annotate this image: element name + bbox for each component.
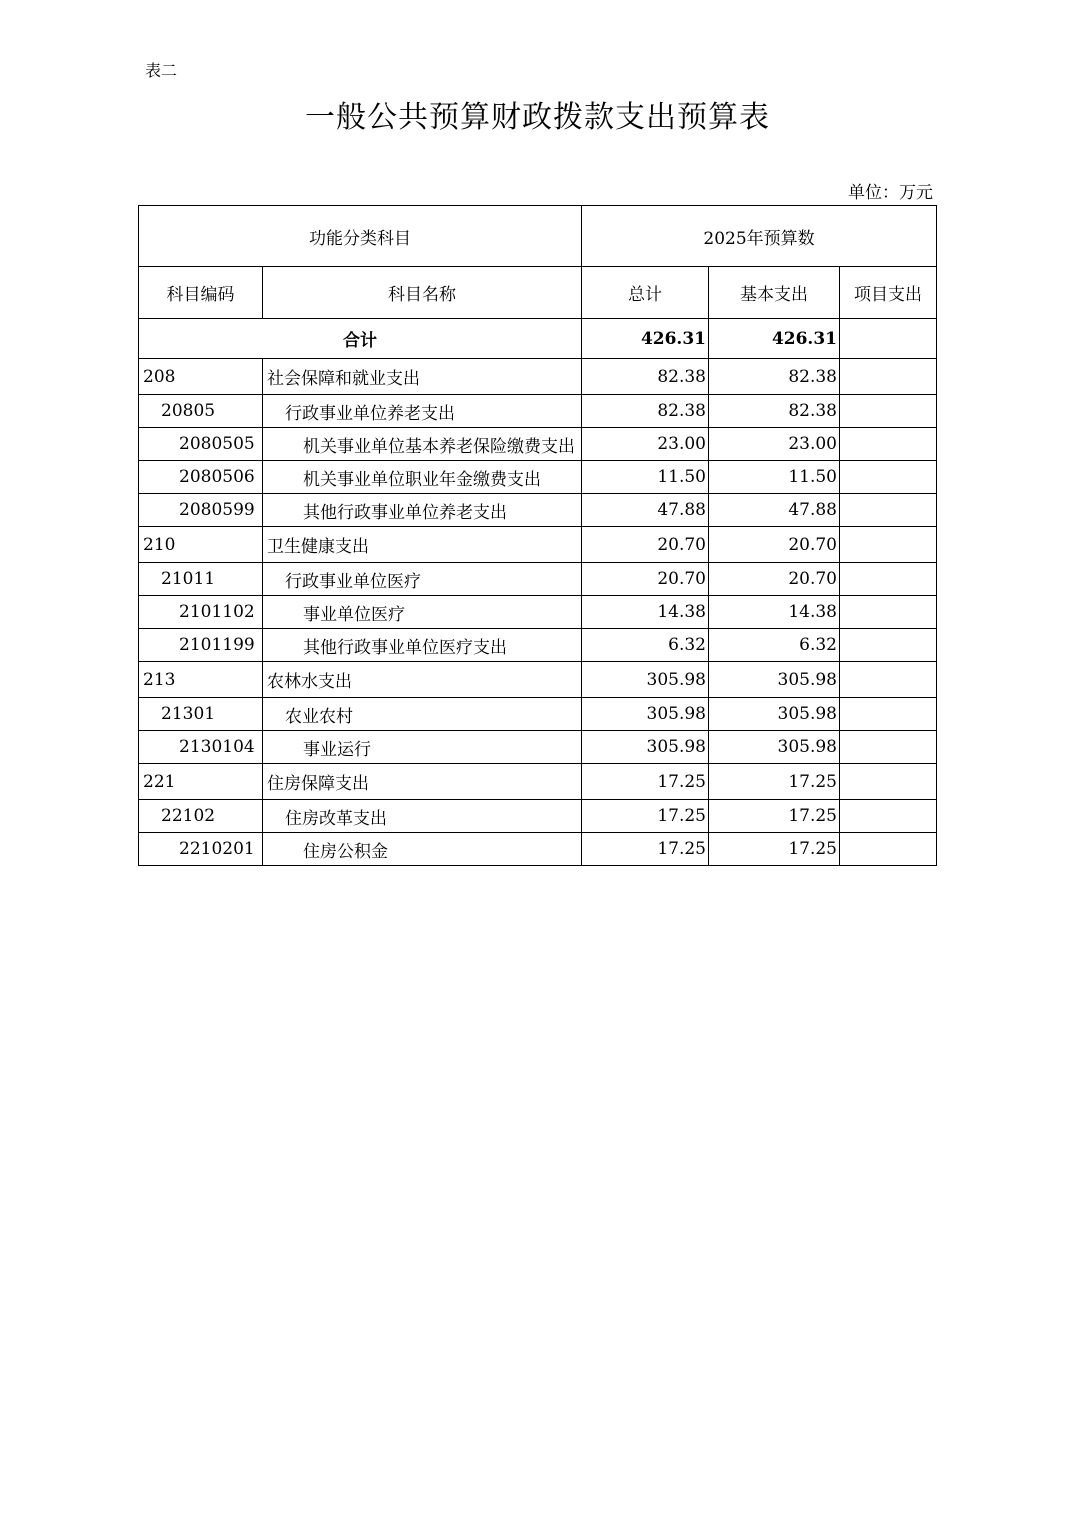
row-total: 23.00 xyxy=(582,428,709,461)
total-row xyxy=(139,319,937,359)
row-code: 2130104 xyxy=(139,731,263,764)
row-total: 305.98 xyxy=(582,662,709,698)
row-name: 卫生健康支出 xyxy=(263,527,582,563)
header-row-columns xyxy=(139,267,937,319)
total-total: 426.31 xyxy=(582,319,709,359)
row-total: 17.25 xyxy=(582,800,709,833)
row-basic: 17.25 xyxy=(709,833,840,866)
row-project xyxy=(840,833,937,866)
header-row-group xyxy=(139,206,937,267)
table-row xyxy=(139,359,937,395)
header-budget-year: 2025年预算数 xyxy=(582,206,937,267)
row-basic: 20.70 xyxy=(709,527,840,563)
row-name: 其他行政事业单位医疗支出 xyxy=(263,629,582,662)
row-total: 20.70 xyxy=(582,563,709,596)
header-col-code: 科目编码 xyxy=(139,267,263,319)
row-total: 6.32 xyxy=(582,629,709,662)
row-total: 17.25 xyxy=(582,764,709,800)
row-basic: 305.98 xyxy=(709,698,840,731)
row-total: 305.98 xyxy=(582,731,709,764)
row-project xyxy=(840,764,937,800)
table-row xyxy=(139,698,937,731)
row-basic: 6.32 xyxy=(709,629,840,662)
row-project xyxy=(840,800,937,833)
row-name: 农林水支出 xyxy=(263,662,582,698)
row-project xyxy=(840,359,937,395)
row-code: 21011 xyxy=(139,563,263,596)
row-project xyxy=(840,731,937,764)
row-total: 11.50 xyxy=(582,461,709,494)
row-code: 210 xyxy=(139,527,263,563)
row-basic: 20.70 xyxy=(709,563,840,596)
row-code: 2101102 xyxy=(139,596,263,629)
row-code: 22102 xyxy=(139,800,263,833)
row-project xyxy=(840,428,937,461)
row-project xyxy=(840,662,937,698)
table-row xyxy=(139,527,937,563)
header-col-basic: 基本支出 xyxy=(709,267,840,319)
row-project xyxy=(840,527,937,563)
row-total: 82.38 xyxy=(582,359,709,395)
table-row xyxy=(139,629,937,662)
row-basic: 47.88 xyxy=(709,494,840,527)
row-name: 行政事业单位医疗 xyxy=(263,563,582,596)
row-total: 47.88 xyxy=(582,494,709,527)
row-code: 20805 xyxy=(139,395,263,428)
table-row xyxy=(139,563,937,596)
row-project xyxy=(840,461,937,494)
row-code: 213 xyxy=(139,662,263,698)
row-total: 17.25 xyxy=(582,833,709,866)
row-name: 农业农村 xyxy=(263,698,582,731)
row-name: 其他行政事业单位养老支出 xyxy=(263,494,582,527)
row-project xyxy=(840,596,937,629)
table-label: 表二 xyxy=(145,61,178,80)
total-project xyxy=(840,319,937,359)
row-total: 14.38 xyxy=(582,596,709,629)
row-basic: 23.00 xyxy=(709,428,840,461)
table-row xyxy=(139,428,937,461)
total-label: 合计 xyxy=(139,319,582,359)
row-name: 行政事业单位养老支出 xyxy=(263,395,582,428)
row-project xyxy=(840,629,937,662)
table-row xyxy=(139,596,937,629)
total-basic: 426.31 xyxy=(709,319,840,359)
row-name: 机关事业单位职业年金缴费支出 xyxy=(263,461,582,494)
row-basic: 82.38 xyxy=(709,395,840,428)
page-title: 一般公共预算财政拨款支出预算表 xyxy=(305,100,770,135)
row-code: 2080505 xyxy=(139,428,263,461)
row-project xyxy=(840,494,937,527)
row-name: 事业运行 xyxy=(263,731,582,764)
row-code: 21301 xyxy=(139,698,263,731)
table-row xyxy=(139,395,937,428)
header-col-name: 科目名称 xyxy=(263,267,582,319)
row-total: 20.70 xyxy=(582,527,709,563)
row-total: 305.98 xyxy=(582,698,709,731)
row-name: 住房改革支出 xyxy=(263,800,582,833)
row-project xyxy=(840,563,937,596)
row-name: 住房公积金 xyxy=(263,833,582,866)
table-row xyxy=(139,764,937,800)
header-col-total: 总计 xyxy=(582,267,709,319)
row-name: 住房保障支出 xyxy=(263,764,582,800)
table-row xyxy=(139,833,937,866)
row-basic: 11.50 xyxy=(709,461,840,494)
header-col-project: 项目支出 xyxy=(840,267,937,319)
row-name: 机关事业单位基本养老保险缴费支出 xyxy=(263,428,582,461)
row-code: 2080506 xyxy=(139,461,263,494)
row-basic: 14.38 xyxy=(709,596,840,629)
row-code: 2210201 xyxy=(139,833,263,866)
row-code: 208 xyxy=(139,359,263,395)
row-project xyxy=(840,698,937,731)
table-row xyxy=(139,461,937,494)
row-basic: 82.38 xyxy=(709,359,840,395)
row-basic: 305.98 xyxy=(709,662,840,698)
row-name: 事业单位医疗 xyxy=(263,596,582,629)
table-row xyxy=(139,662,937,698)
row-project xyxy=(840,395,937,428)
row-basic: 17.25 xyxy=(709,764,840,800)
row-basic: 17.25 xyxy=(709,800,840,833)
table-row xyxy=(139,731,937,764)
row-total: 82.38 xyxy=(582,395,709,428)
header-functional-classification: 功能分类科目 xyxy=(139,206,582,267)
row-code: 2101199 xyxy=(139,629,263,662)
table-row xyxy=(139,800,937,833)
row-basic: 305.98 xyxy=(709,731,840,764)
row-code: 2080599 xyxy=(139,494,263,527)
row-name: 社会保障和就业支出 xyxy=(263,359,582,395)
table-row xyxy=(139,494,937,527)
row-code: 221 xyxy=(139,764,263,800)
unit-label: 单位：万元 xyxy=(848,183,933,203)
budget-table xyxy=(138,205,937,866)
